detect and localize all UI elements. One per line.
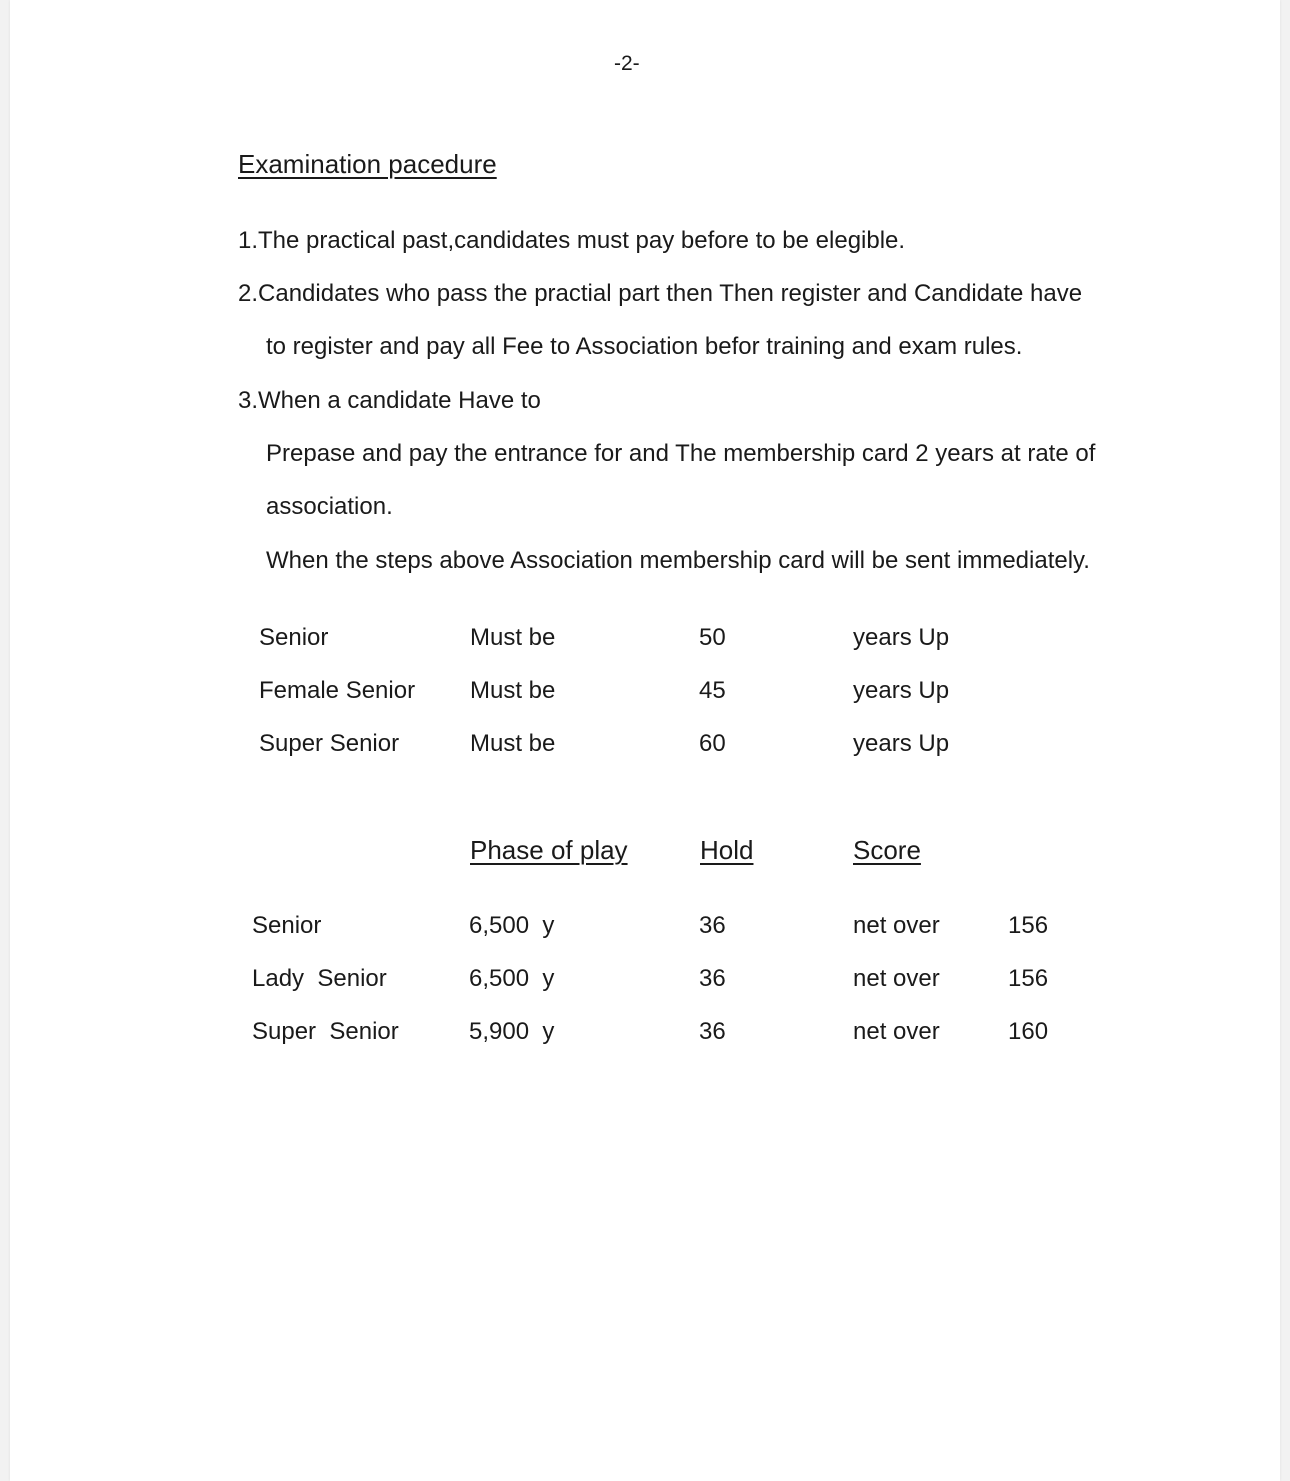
age-value: 45 (699, 677, 726, 704)
age-category: Super Senior (259, 730, 400, 757)
hold-header: Hold (700, 835, 754, 865)
play-score-label: net over (853, 965, 940, 992)
paragraph-2: 2.Candidates who pass the practial part then Then register and Candidate have (238, 280, 1083, 307)
play-score-value: 156 (1008, 912, 1049, 939)
play-score-value: 160 (1008, 1018, 1049, 1045)
play-hold: 36 (699, 1018, 726, 1045)
play-hold: 36 (699, 912, 726, 939)
age-unit: years Up (853, 624, 950, 651)
paragraph-3-continued: Prepase and pay the entrance for and The membership card 2 years at rate of (266, 440, 1096, 467)
play-score-value: 156 (1008, 965, 1049, 992)
paragraph-2-continued: to register and pay all Fee to Association befor training and exam rules. (266, 333, 1023, 360)
play-phase: 5,900 y (469, 1018, 555, 1045)
play-hold: 36 (699, 965, 726, 992)
age-value: 50 (699, 624, 726, 651)
paragraph-1: 1.The practical past,candidates must pay before to be elegible. (238, 227, 906, 254)
age-condition: Must be (470, 730, 556, 757)
age-condition: Must be (470, 677, 556, 704)
age-unit: years Up (853, 677, 950, 704)
age-unit: years Up (853, 730, 950, 757)
play-score-label: net over (853, 1018, 940, 1045)
page-number: -2- (614, 52, 640, 75)
section-heading: Examination pacedure (238, 149, 497, 179)
phase-header: Phase of play (470, 835, 628, 865)
play-score-label: net over (853, 912, 940, 939)
paragraph-closing: When the steps above Association membership card will be sent immediately. (266, 547, 1090, 574)
age-condition: Must be (470, 624, 556, 651)
play-phase: 6,500 y (469, 912, 555, 939)
age-category: Senior (259, 624, 329, 651)
document-page (10, 0, 1280, 1481)
paragraph-3-end: association. (266, 493, 393, 520)
play-phase: 6,500 y (469, 965, 555, 992)
play-category: Senior (252, 912, 322, 939)
age-category: Female Senior (259, 677, 416, 704)
play-category: Super Senior (252, 1018, 399, 1045)
play-category: Lady Senior (252, 965, 387, 992)
paragraph-3: 3.When a candidate Have to (238, 387, 541, 414)
age-value: 60 (699, 730, 726, 757)
score-header: Score (853, 835, 921, 865)
